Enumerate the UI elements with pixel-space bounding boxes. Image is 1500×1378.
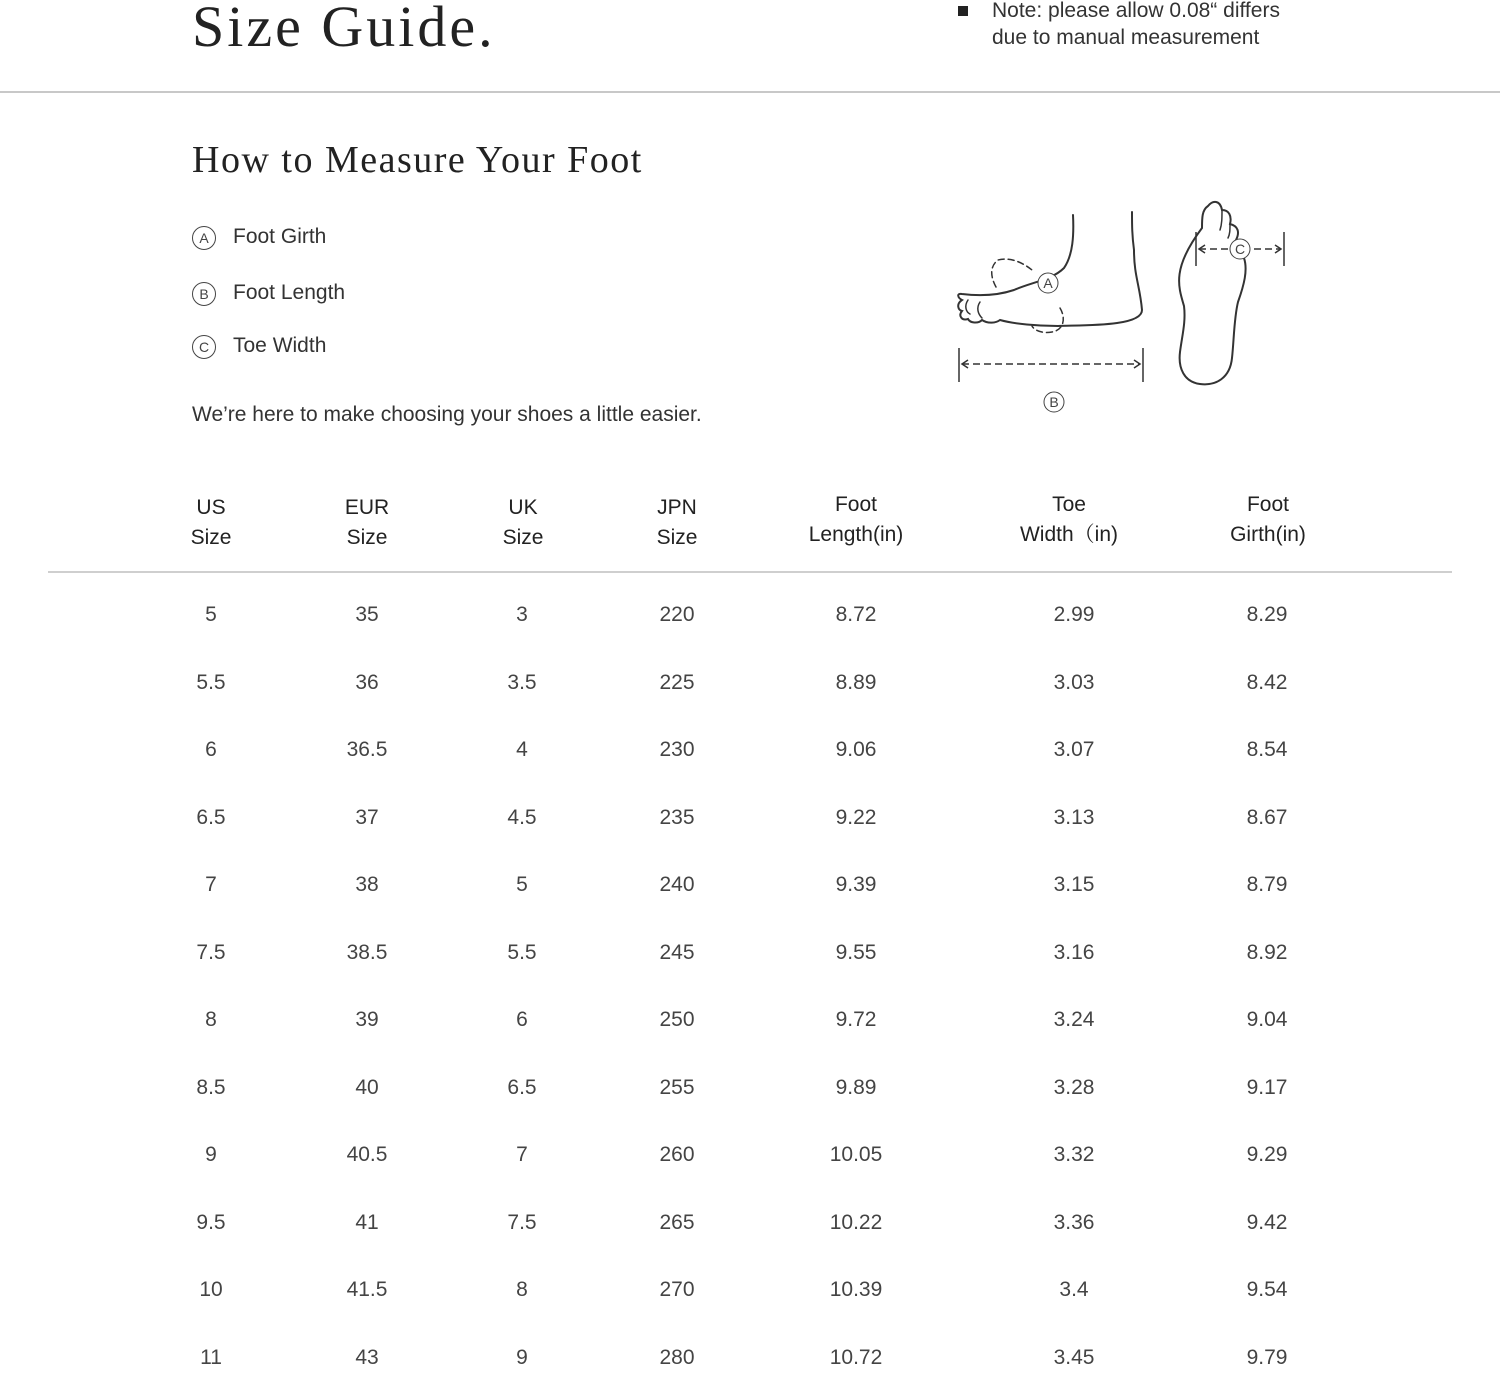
cell-jpn-size: 225 (659, 670, 695, 694)
cell-foot-girth: 8.42 (1246, 670, 1288, 694)
cell-eur-size: 37 (355, 805, 379, 829)
cell-eur-size: 38.5 (346, 940, 388, 964)
cell-foot-length: 10.39 (829, 1278, 883, 1301)
cell-foot-length: 9.39 (835, 873, 877, 896)
header-us-size: US Size (190, 496, 232, 549)
cell-uk-size: 9 (516, 1345, 528, 1369)
header-foot-girth: Foot Girth(in) (1230, 493, 1306, 546)
cell-foot-length: 9.22 (835, 805, 877, 829)
cell-toe-width: 3.07 (1053, 738, 1095, 761)
cell-uk-size: 7 (516, 1143, 528, 1166)
table-row (0, 1270, 1500, 1310)
cell-foot-girth: 8.54 (1246, 738, 1288, 761)
legend-label: Toe Width (233, 334, 327, 357)
cell-eur-size: 35 (355, 603, 379, 626)
cell-jpn-size: 245 (659, 940, 695, 964)
cell-foot-girth: 9.17 (1246, 1075, 1288, 1099)
circle-a-icon: A (192, 226, 216, 250)
header-uk-size: UK Size (502, 496, 544, 549)
cell-foot-length: 9.06 (835, 738, 877, 761)
tagline: We’re here to make choosing your shoes a little easier. (192, 403, 702, 426)
note-bullet-icon (958, 6, 968, 16)
cell-us-size: 6.5 (196, 805, 226, 829)
cell-eur-size: 38 (355, 873, 379, 896)
cell-toe-width: 3.36 (1053, 1210, 1095, 1234)
diagram-label-c: C (1234, 241, 1246, 257)
table-row (0, 1068, 1500, 1108)
cell-us-size: 11 (200, 1345, 222, 1369)
circle-b-icon: B (192, 282, 216, 306)
cell-us-size: 9.5 (196, 1210, 226, 1234)
cell-foot-length: 10.72 (829, 1345, 883, 1369)
cell-us-size: 9 (205, 1143, 217, 1166)
table-divider (48, 571, 1452, 573)
cell-toe-width: 2.99 (1053, 603, 1095, 626)
cell-foot-length: 9.72 (835, 1008, 877, 1031)
table-row (0, 1203, 1500, 1243)
note-text (992, 0, 1280, 51)
cell-eur-size: 40.5 (346, 1143, 388, 1166)
cell-us-size: 8.5 (196, 1075, 226, 1099)
cell-toe-width: 3.24 (1053, 1008, 1095, 1031)
cell-foot-girth: 9.54 (1246, 1278, 1288, 1301)
sole-foot-icon (1179, 202, 1246, 384)
table-row (0, 1000, 1500, 1040)
cell-foot-length: 9.89 (835, 1075, 877, 1099)
cell-eur-size: 41.5 (346, 1278, 388, 1301)
cell-jpn-size: 250 (659, 1008, 695, 1031)
cell-us-size: 5 (205, 603, 217, 626)
header-divider (0, 91, 1500, 93)
header-foot-length: Foot Length(in) (808, 493, 904, 546)
table-row (0, 798, 1500, 838)
cell-us-size: 8 (205, 1008, 217, 1031)
cell-uk-size: 3 (516, 603, 528, 626)
cell-us-size: 7.5 (196, 940, 226, 964)
cell-jpn-size: 255 (659, 1075, 695, 1099)
cell-uk-size: 4 (516, 738, 528, 761)
header-eur-size: EUR Size (344, 496, 390, 549)
foot-measurement-diagram (940, 190, 1300, 430)
table-row (0, 865, 1500, 905)
measure-title: How to Measure Your Foot (192, 139, 643, 181)
cell-jpn-size: 265 (659, 1210, 695, 1234)
header-toe-width: Toe Width（in) (1019, 493, 1119, 546)
cell-foot-length: 8.89 (835, 670, 877, 694)
cell-eur-size: 41 (355, 1210, 379, 1234)
cell-uk-size: 4.5 (507, 805, 537, 829)
cell-eur-size: 43 (355, 1345, 379, 1369)
cell-uk-size: 6 (516, 1008, 528, 1031)
cell-us-size: 6 (205, 738, 217, 761)
cell-jpn-size: 270 (659, 1278, 695, 1301)
cell-eur-size: 40 (355, 1075, 379, 1099)
cell-uk-size: 8 (516, 1278, 528, 1301)
cell-foot-girth: 9.79 (1246, 1345, 1288, 1369)
table-row (0, 933, 1500, 973)
table-row (0, 663, 1500, 703)
cell-foot-length: 9.55 (835, 940, 877, 964)
cell-toe-width: 3.28 (1053, 1075, 1095, 1099)
cell-jpn-size: 220 (659, 603, 695, 626)
length-dimension-icon (959, 348, 1143, 382)
table-header (0, 490, 1500, 556)
cell-foot-length: 8.72 (835, 603, 877, 626)
cell-foot-girth: 8.92 (1246, 940, 1288, 964)
cell-uk-size: 6.5 (507, 1075, 537, 1099)
cell-foot-girth: 9.42 (1246, 1210, 1288, 1234)
cell-eur-size: 36.5 (346, 738, 388, 761)
circle-c-icon: C (192, 335, 216, 359)
page-title: Size Guide. (192, 0, 496, 59)
table-row (0, 730, 1500, 770)
cell-foot-girth: 8.29 (1246, 603, 1288, 626)
cell-us-size: 5.5 (196, 670, 226, 694)
table-row (0, 595, 1500, 635)
cell-foot-length: 10.22 (829, 1210, 883, 1234)
cell-toe-width: 3.16 (1053, 940, 1095, 964)
cell-toe-width: 3.03 (1053, 670, 1095, 694)
legend-label: Foot Length (233, 281, 346, 304)
cell-foot-length: 10.05 (829, 1143, 883, 1166)
note-line-2: due to manual measurement (992, 26, 1260, 49)
table-row (0, 1338, 1500, 1378)
diagram-label-a: A (1043, 275, 1053, 291)
cell-jpn-size: 235 (659, 805, 695, 829)
cell-toe-width: 3.13 (1053, 805, 1095, 829)
cell-foot-girth: 9.04 (1246, 1008, 1288, 1031)
cell-eur-size: 36 (355, 670, 379, 694)
cell-us-size: 10 (199, 1278, 223, 1301)
side-foot-icon (958, 212, 1142, 333)
cell-jpn-size: 230 (659, 738, 695, 761)
cell-foot-girth: 8.67 (1246, 805, 1288, 829)
cell-toe-width: 3.15 (1053, 873, 1095, 896)
cell-uk-size: 7.5 (507, 1210, 537, 1234)
diagram-label-b: B (1049, 394, 1059, 410)
cell-uk-size: 3.5 (507, 670, 537, 694)
cell-foot-girth: 9.29 (1246, 1143, 1288, 1166)
cell-us-size: 7 (205, 873, 217, 896)
cell-toe-width: 3.4 (1059, 1278, 1089, 1301)
table-row (0, 1135, 1500, 1175)
legend-label: Foot Girth (233, 225, 327, 248)
cell-uk-size: 5.5 (507, 940, 537, 964)
cell-eur-size: 39 (355, 1008, 379, 1031)
cell-foot-girth: 8.79 (1246, 873, 1288, 896)
cell-jpn-size: 280 (659, 1345, 695, 1369)
cell-jpn-size: 260 (659, 1143, 695, 1166)
note-line-1: Note: please allow 0.08“ differs (992, 0, 1280, 22)
cell-uk-size: 5 (516, 873, 528, 896)
header-jpn-size: JPN Size (656, 496, 698, 549)
cell-jpn-size: 240 (659, 873, 695, 896)
cell-toe-width: 3.32 (1053, 1143, 1095, 1166)
cell-toe-width: 3.45 (1053, 1345, 1095, 1369)
